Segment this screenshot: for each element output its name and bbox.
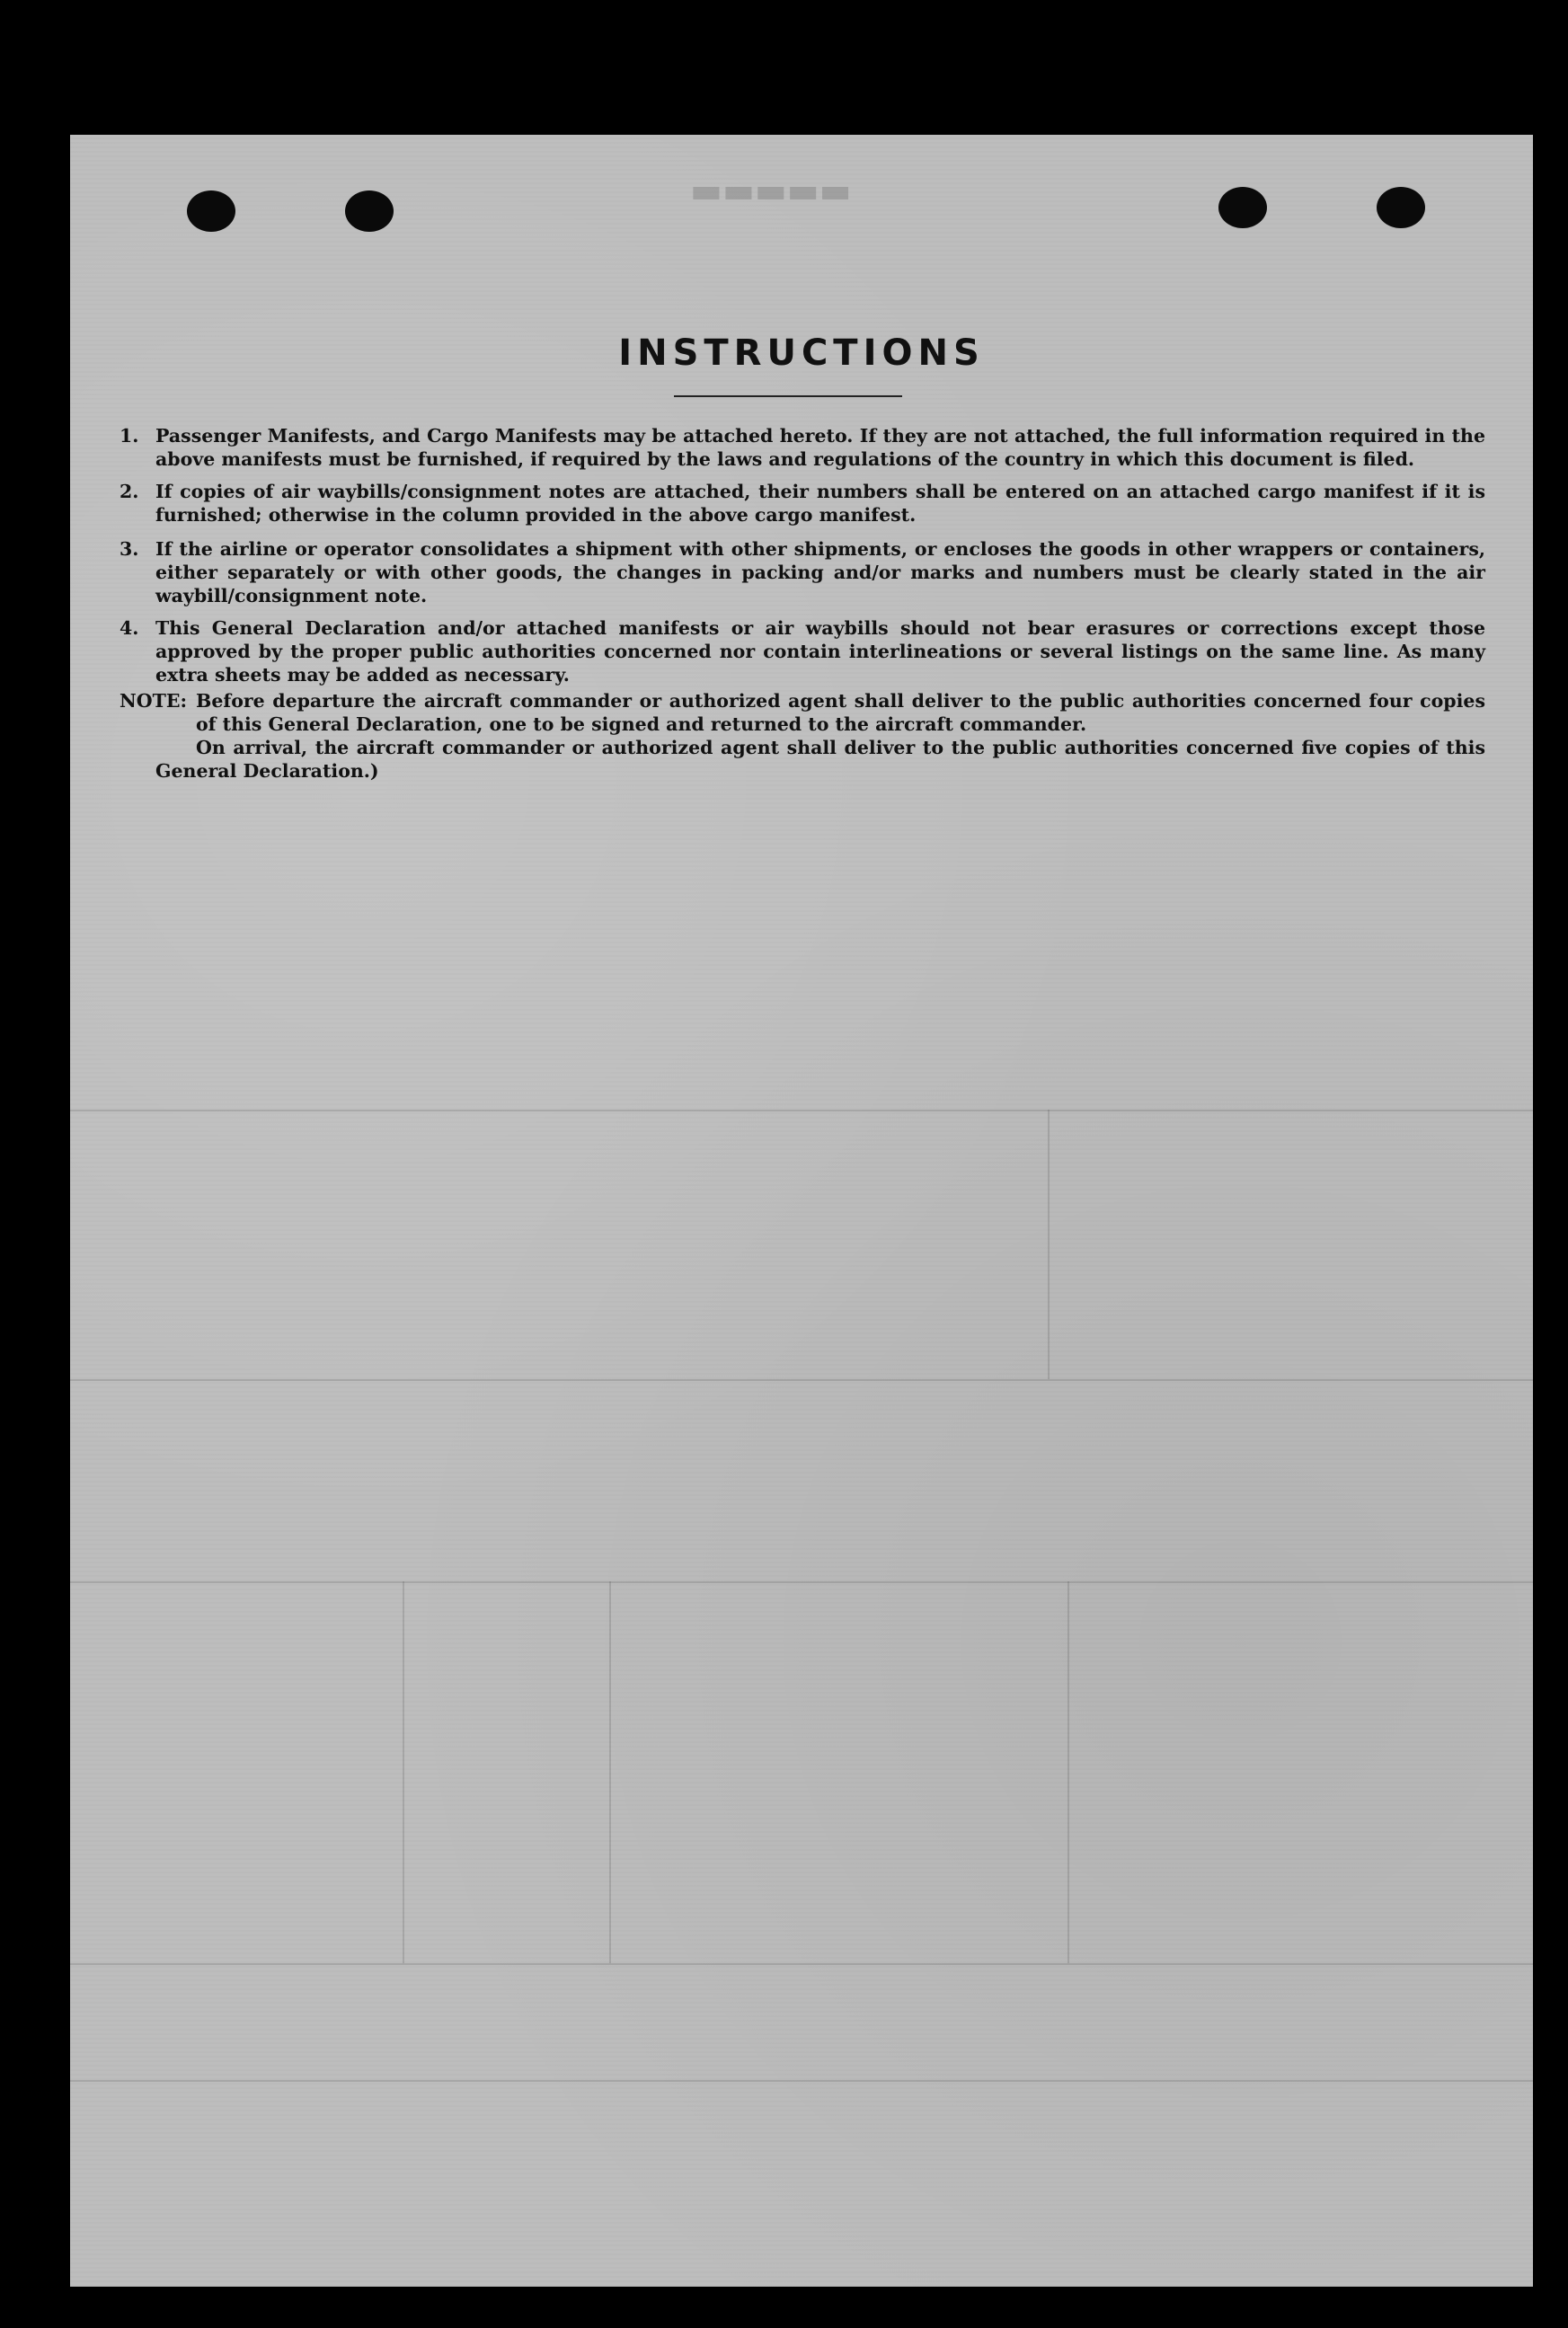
- punch-hole: [187, 190, 235, 232]
- bleed-through-line: [609, 1581, 611, 1963]
- instruction-text: If the airline or operator consolidates a shipment with other shipments, or encloses the goods in other wrappers or containers, either separately or with other goods, the changes in packing and/or marks and numbers must be clearly stated in the air waybill/consignment note.: [155, 538, 1485, 606]
- bleed-through-line: [70, 1379, 1533, 1381]
- punch-hole: [345, 190, 394, 232]
- instruction-text: This General Declaration and/or attached manifests or air waybills should not bear erasures or corrections except those approved by the proper public authorities concerned nor contain interlineations or several listings on the same line. As many extra sheets may be added as necessary.: [155, 617, 1485, 686]
- bleed-through-line: [403, 1581, 404, 1963]
- instruction-item-2: [120, 480, 1485, 527]
- bleed-through-line: [1067, 1581, 1069, 1963]
- note-departure-text: Before departure the aircraft commander or authorized agent shall deliver to the public authorities concerned four copies of this General Declaration, one to be signed and returned to the aircraft commander.: [196, 690, 1485, 735]
- instruction-number: 4.: [120, 617, 139, 639]
- instruction-text: If copies of air waybills/consignment notes are attached, their numbers shall be entered on an attached cargo manifest if it is furnished; otherwise in the column provided in the above cargo manifest.: [155, 481, 1485, 526]
- instruction-item-3: [120, 537, 1485, 607]
- instruction-item-1: [120, 424, 1485, 471]
- bleed-through-line: [70, 1581, 1533, 1583]
- bleed-through-line: [1048, 1110, 1050, 1379]
- note-label: NOTE:: [120, 690, 188, 712]
- note-arrival-text: On arrival, the aircraft commander or authorized agent shall deliver to the public authorities concerned five copies of this General Declaration.): [155, 737, 1485, 782]
- bleed-through-line: [70, 1110, 1533, 1111]
- instruction-number: 1.: [120, 425, 139, 447]
- bleed-through: ▬▬▬▬▬: [690, 171, 852, 210]
- page-title: INSTRUCTIONS: [618, 332, 985, 374]
- document-page: [70, 135, 1533, 2287]
- instruction-text: Passenger Manifests, and Cargo Manifests may be attached hereto. If they are not attached, the full information required in the above manifests must be furnished, if required by the laws and regulations of the country in which this document is filed.: [155, 425, 1485, 470]
- punch-hole: [1377, 187, 1425, 228]
- title-underline: [674, 395, 902, 397]
- instruction-number: 3.: [120, 538, 139, 560]
- instruction-item-4: [120, 616, 1485, 686]
- bleed-through-line: [70, 2080, 1533, 2082]
- punch-hole: [1218, 187, 1267, 228]
- note-block: [120, 689, 1485, 783]
- bleed-through-line: [70, 1963, 1533, 1965]
- instruction-number: 2.: [120, 481, 139, 502]
